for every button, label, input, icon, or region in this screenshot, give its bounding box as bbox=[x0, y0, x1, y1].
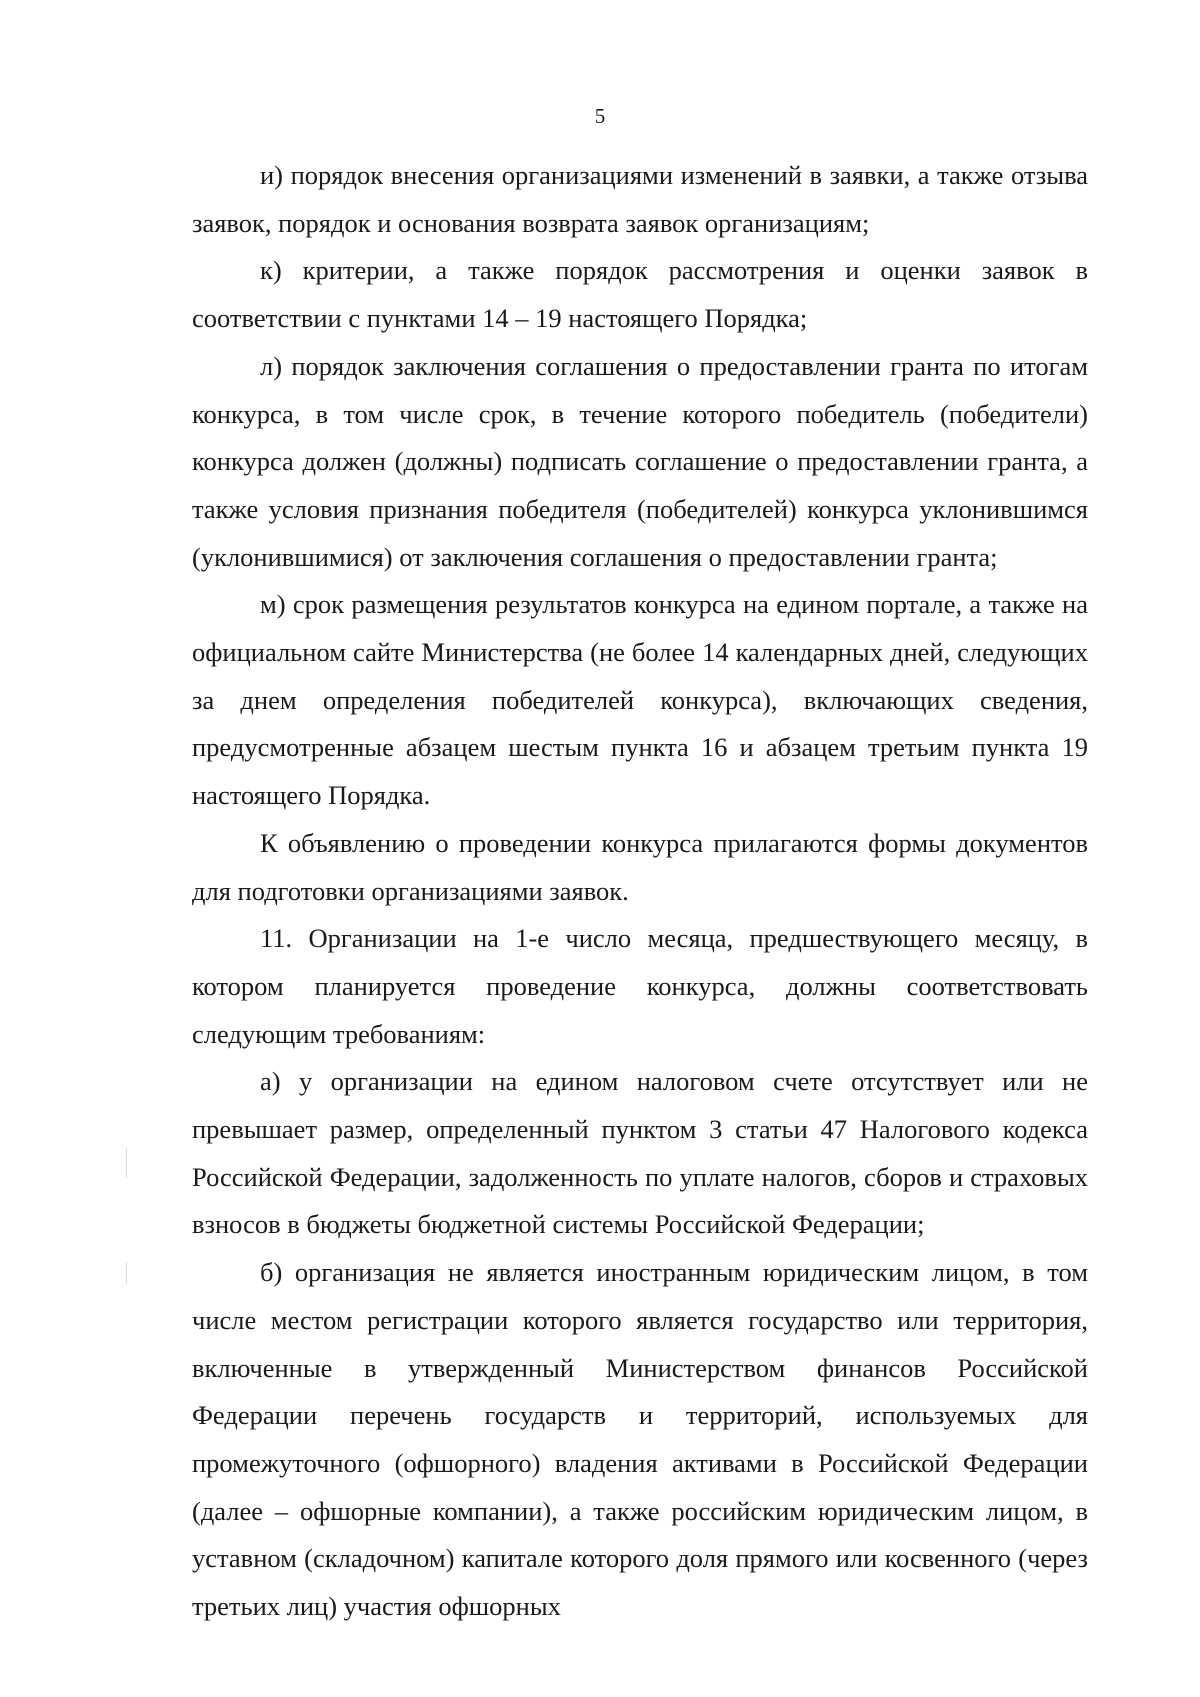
paragraph-item-m: м) срок размещения результатов конкурса на едином портале, а также на официальном сайте Министерства (не более 14 календарных дней, следующих за днем определения победителей конкурса), включающих сведения, предусмотренные абзацем шестым пункта 16 и абзацем третьим пункта 19 настоящего Порядка. bbox=[192, 589, 1088, 811]
scan-edge-mark bbox=[126, 1148, 127, 1178]
scan-edge-mark bbox=[126, 1262, 127, 1284]
paragraph-item-l: л) порядок заключения соглашения о предоставлении гранта по итогам конкурса, в том числе срок, в течение которого победитель (победители) конкурса должен (должны) подписать соглашение о предоставлении гранта, а также условия признания победителя (победителей) конкурса уклонившимся (уклонившимися) от заключения соглашения о предоставлении гранта; bbox=[192, 350, 1088, 572]
paragraph-clause-11: 11. Организации на 1-е число месяца, предшествующего месяцу, в котором планируется проведение конкурса, должны соответствовать следующим требованиям: bbox=[192, 923, 1088, 1049]
paragraph-attachments: К объявлению о проведении конкурса прилагаются формы документов для подготовки организациями заявок. bbox=[192, 827, 1088, 906]
paragraph-item-i: и) порядок внесения организациями изменений в заявки, а также отзыва заявок, порядок и основания возврата заявок организациям; bbox=[192, 160, 1088, 238]
paragraph-item-b: б) организация не является иностранным юридическим лицом, в том числе местом регистрации которого является государство или территория, включенные в утвержденный Министерством финансов Российской Федерации перечень государств и территорий, используемых для промежуточного (офшорного) владения активами в Российской Федерации (далее – офшорные компании), а также российским юридическим лицом, в уставном (складочном) капитале которого доля прямого или косвенного (через третьих лиц) участия офшорных bbox=[192, 1257, 1088, 1622]
page-number: 5 bbox=[594, 104, 606, 128]
document-body bbox=[192, 152, 1088, 1631]
paragraph-item-k: к) критерии, а также порядок рассмотрения и оценки заявок в соответствии с пунктами 14 – 19 настоящего Порядка; bbox=[192, 255, 1088, 334]
paragraph-item-a: а) у организации на едином налоговом счете отсутствует или не превышает размер, определенный пунктом 3 статьи 47 Налогового кодекса Российской Федерации, задолженность по уплате налогов, сборов и страховых взносов в бюджеты бюджетной системы Российской Федерации; bbox=[192, 1066, 1088, 1240]
